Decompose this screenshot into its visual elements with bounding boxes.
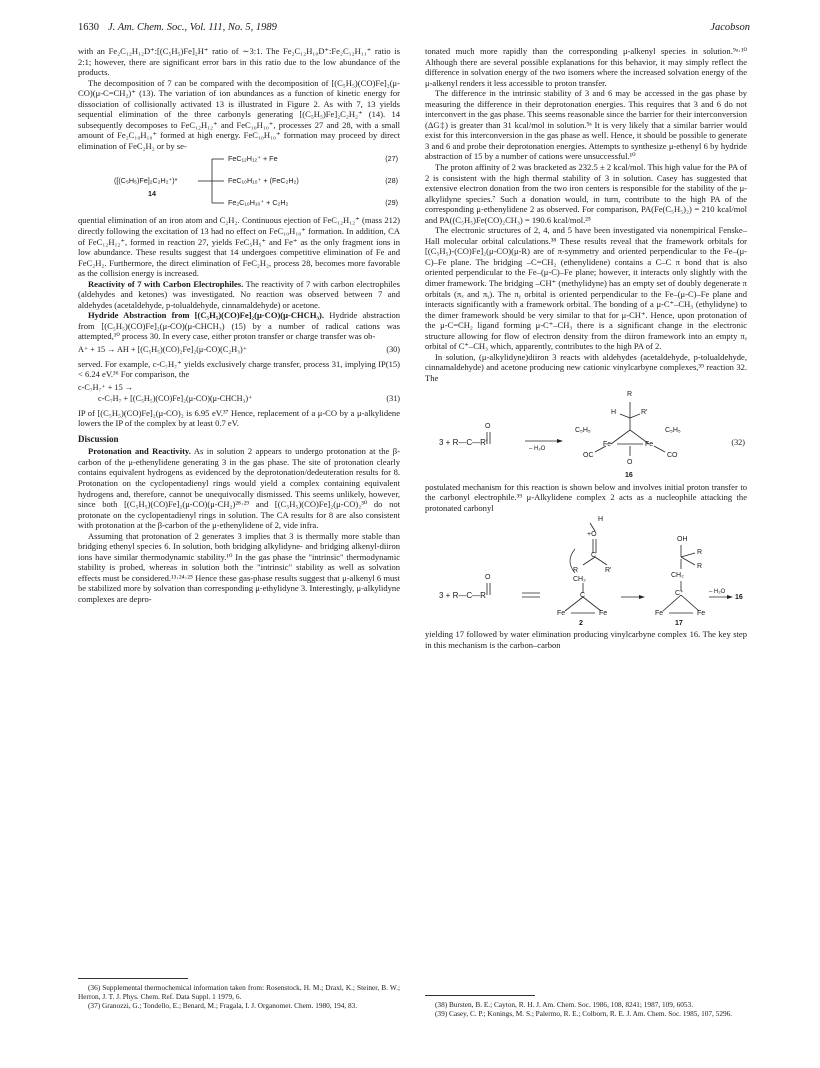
paragraph: tonated much more rapidly than the corresponding μ-alkenyl species in solution.⁹ᵃ·¹⁰ Although there are several possible explanations for this behavior, it may simply reflect the difference in solvation energy of the two isomers where the increased solvation energy of the μ-alkenyl renders it less accessible to proton transfer. [425, 46, 747, 88]
left-column [78, 46, 400, 605]
eq-number-27: (27) [385, 154, 398, 164]
iron-left: Fe [557, 610, 566, 618]
substituent-r: R [627, 390, 633, 398]
scheme-compound-label: 14 [148, 189, 156, 199]
carbonyl-oxygen: O [485, 422, 491, 430]
compound-label-2: 2 [579, 620, 583, 628]
bridging-oxygen: O [627, 458, 633, 466]
equation-31: c-C₇H₇⁺ + 15 → c-C₇H₇ + [(C₅H₅)(CO)Fe]₂(μ-CO)(μ-CHCH₃)⁺ (31) [78, 382, 400, 403]
bridging-carbon: C [580, 592, 586, 600]
paragraph: Assuming that protonation of 2 generates 3 implies that 3 is thermally more stable than bridging ethenyl species 6. In solution, both bridging alkylidyne- and bridging alkenyl-diiron ions have similar thermodynamic stability.¹⁰ In the gas phase the "intrinsic" thermodynamic stability is probed, whereas in solution both the "intrinsic" stability as well as solvation effects must be considered.¹³·²⁴·²⁵ Hence these gas-phase results suggest that μ-alkenyl 6 must be stabilized more by solvation than corresponding μ-ethylidyne 3. Interestingly, μ-alkylidyne complexes are depro- [78, 530, 400, 604]
carbonyl-carbon: C [591, 552, 597, 560]
methylene-ch2-b: CH₂ [671, 572, 684, 580]
scheme-product-29: Fe₂C₁₀H₁₀⁺ + C₂H₂ [228, 198, 289, 208]
paragraph: The decomposition of 7 can be compared with the decomposition of [(C₅H₅)(CO)Fe]₂(μ-CO)(μ-C=CH₂)⁺ (13). The variation of ion abundances as a function of kinetic energy for dissociation of collisionally activated 13 is illustrated in Figure 2. As with 7, 13 yields sequential elimination of the three carbonyls generating [(C₅H₅)Fe]₂C₂H₂⁺ (14). 14 subsequently decomposes to FeC₁₂H₁₂⁺ and FeC₁₀H₁₀⁺, processes 27 and 28, with a small amount of Fe₂C₁₀H₁₀⁺ formed at high energy. FeC₁₀H₁₀⁺ formation may proceed by direct elimination of FeC₂H₂ or by se- [78, 77, 400, 151]
paragraph: The proton affinity of 2 was bracketed as 232.5 ± 2 kcal/mol. This high value for the PA of 2 is consistent with the high thermal stability of 3 in solution. Casey has suggested that extensive electron donation from the two iron centers is responsible for the stability of the μ-alkylidyne species.⁷ Such a donation would, in turn, contribute to the high PA of the corresponding μ-ethenylidene 2 as observed. For comparison, PA(Fe(C₅H₅)₂) = 210 kcal/mol and PA((C₅H₅)Fe(CO)₂CH₃) = 190.6 kcal/mol.²⁵ [425, 162, 747, 225]
eq-number-32: (32) [731, 437, 745, 447]
substituent-r1: R [697, 549, 703, 557]
iron-right: Fe [599, 610, 608, 618]
substituent-r-prime: R′ [641, 408, 648, 416]
iron-right-17: Fe [697, 610, 706, 618]
cp-ring-left: C₅H₅ [575, 426, 591, 434]
scheme-reactant: ([(C₅H₅)Fe]₂C₂H₂⁺)* [114, 176, 178, 186]
substituent-r: R [573, 567, 579, 575]
hydroxyl: OH [677, 536, 688, 544]
footnote-38: (38) Bursten, B. E.; Cayton, R. H. J. Am. Chem. Soc. 1986, 108, 8241; 1987, 109, 6053. [435, 1000, 694, 1009]
substituent-h: H [611, 408, 617, 416]
footnote-rule [78, 978, 188, 979]
cp-ring-right: C₅H₅ [665, 426, 681, 434]
footnotes-right [425, 1000, 747, 1018]
section-subheading: Reactivity of 7 with Carbon Electrophiles. [88, 278, 244, 289]
scheme-product-28: FeC₁₀H₁₀⁺ + (FeC₂H₂) [228, 176, 299, 186]
eq-number-28: (28) [385, 176, 398, 186]
carbonyl-right: CO [667, 451, 678, 459]
carbonyl-oxygen: O [485, 574, 491, 582]
running-header [78, 22, 750, 36]
arrow-label: – H₂O [529, 445, 546, 452]
right-column [425, 46, 747, 650]
carbocation: C⁺ [675, 590, 684, 598]
carbonyl-left: OC [583, 451, 594, 459]
arrow-label: – H₂O [709, 589, 726, 596]
paragraph: Protonation and Reactivity. As in solution 2 appears to undergo protonation at the β-carbon of the μ-ethenylidene generating 3 in the gas phase. The site of protonation clearly contains equivalent hydrogens as evidenced by the deprotonation/dedeuteration results for 8. Protonation on the cyclopentadienyl rings would yield a complex containing equivalent hydrogens and, therefore, cannot be unequivocally dismissed. This seems unlikely, however, since both [(C₅H₅)(CO)Fe]₂(μ-CO)(μ-CH₂)²⁸·²⁹ and [(C₅H₅)(CO)Fe]₂(μ-CO)₂³⁰ do not protonate on the cyclopentadienyl rings in solution. The CA results for 8 are also consistent with protonation at the β-carbon of the μ-ethenylidene of 2, vide infra. [78, 446, 400, 531]
footnote-rule [425, 995, 535, 996]
protonated-oxygen: +O [587, 531, 597, 539]
paragraph: In solution, (μ-alkylidyne)diiron 3 reacts with aldehydes (acetaldehyde, p-tolualdehyde, cinnamaldehyde) and acetone producing new cationic vinylcarbyne complexes,³⁹ reaction 32. The [425, 351, 747, 383]
running-author: Jacobson [710, 22, 750, 33]
iron-left-17: Fe [655, 610, 664, 618]
product-label-16: 16 [735, 594, 743, 602]
eq-number-31: (31) [386, 393, 400, 403]
footnotes-left [78, 983, 400, 1010]
paragraph: Reactivity of 7 with Carbon Electrophiles. The reactivity of 7 with carbon electrophiles (aldehydes and ketones) was investigated. No reaction was observed between 7 and aldehydes (acetaldehyde, p-tolualdehyde, cinnamaldehyde) or acetone. [78, 278, 400, 310]
scheme-product-27: FeC₁₂H₁₂⁺ + Fe [228, 154, 278, 164]
paragraph: served. For example, c-C₇H₇⁺ yields exclusively charge transfer, process 31, implying IP(15) < 6.24 eV.³⁶ For comparison, the [78, 358, 400, 380]
reaction-scheme-27-29 [78, 151, 400, 215]
section-subheading: Protonation and Reactivity. [88, 446, 191, 457]
footnote-37: (37) Granozzi, G.; Tondello, E.; Benard, M.; Fragala, I. J. Organomet. Chem. 1980, 194, 83. [88, 1001, 358, 1010]
paragraph: The electronic structures of 2, 4, and 5 have been investigated via nonempirical Fenske–Hall molecular orbital calculations.³⁸ These results reveal that the framework orbitals for [(C₅H₅)-(CO)Fe]₂(μ-CO)(μ-R) are of π-symmetry and oriented perpendicular to the Fe–(μ-C)–Fe plane. The bridging –C=CH₂ (ethenylidene) contains a C–C π bond that is also oriented perpendicular to the Fe–(μ-C)–Fe plane; however, it interacts only slightly with the dimer framework. The bridging –CH⁺ (methylidyne) has an empty set of doubly degenerate π orbitals (πₓ and πᵧ). The πᵧ orbital is oriented perpendicular to the Fe–(μ-C)–Fe plane and interacts significantly with a framework orbital. The bonding of a μ-C⁺–CH₃ (ethylidyne) to the dimer framework should be very similar to that for μ-CH⁺. Hence, upon protonation of the μ-C=CH₂ ligand forming μ-C⁺–CH₃ there is a significant change in the electronic structure allowing for flow of electron density from the diiron framework into an empty πᵧ orbital of C⁺–CH₃ which, apparently, contributes to the high PA of 2. [425, 225, 747, 352]
compound-label-16: 16 [625, 471, 633, 479]
reaction-scheme-32 [425, 384, 747, 482]
paragraph: postulated mechanism for this reaction is shown below and involves initial proton transfer to the carbonyl electrophile.³⁹ μ-Alkylidene complex 2 acts as a nucleophile attacking the protonated carbonyl [425, 481, 747, 513]
journal-citation: J. Am. Chem. Soc., Vol. 111, No. 5, 1989 [108, 22, 277, 33]
paragraph: IP of [(C₅H₅)(CO)Fe]₂(μ-CO)₂ is 6.95 eV.³⁷ Hence, replacement of a μ-CO by a μ-alkylidene lowers the IP of the complex by at least 0.7 eV. [78, 407, 400, 429]
mechanism-reactants: 3 + R—C—R [439, 591, 486, 601]
proton-h: H [598, 516, 604, 524]
eq-number-29: (29) [385, 198, 398, 208]
paragraph: yielding 17 followed by water elimination producing vinylcarbyne complex 16. The key step in this mechanism is the carbon–carbon [425, 629, 747, 650]
section-subheading: Hydride Abstraction from [(C₅H₅)(CO)Fe]₂(μ-CO)(μ-CHCH₃). [88, 310, 325, 321]
paragraph: Hydride Abstraction from [(C₅H₅)(CO)Fe]₂(μ-CO)(μ-CHCH₃). Hydride abstraction from [(C₅H₅)(CO)Fe]₂(μ-CO)(μ-CHCH₃) (15) by a number of radical cations was attempted,¹⁰ process 30. In every case, either proton transfer or charge transfer was ob- [78, 310, 400, 342]
section-heading-discussion: Discussion [78, 433, 119, 444]
iron-left: Fe [603, 440, 612, 448]
footnote-36: (36) Supplemental thermochemical information taken from: Rosenstock, H. M.; Draxl, K.; Steiner, B. W.; Herron, J. T. J. Phys. Chem. Ref. Data Suppl. 1 1979, 6. [78, 983, 400, 1001]
footnote-39: (39) Casey, C. P.; Konings, M. S.; Palermo, R. E.; Colborn, R. E. J. Am. Chem. Soc. 1985, 107, 5296. [435, 1009, 733, 1018]
iron-right: Fe [645, 440, 654, 448]
reactants: 3 + R—C—R′ [439, 437, 488, 447]
page-number: 1630 [78, 22, 99, 33]
substituent-r-prime: R′ [605, 567, 612, 575]
paragraph: The difference in the intrinsic stability of 3 and 6 may be accessed in the gas phase by measuring the difference in their deprotonation energies. This requires that 3 and 6 do not interconvert in the gas phase. This seems reasonable since the barrier for their interconversion (ΔG‡) is greater than 31 kcal/mol in solution.⁹ᵃ It is very likely that a similar barrier would exist for this interconversion in the gas phase as well. Hence, it should be possible to generate 3 and 6 and probe their deprotonation energies. Attempts to synthesize μ-ethenyl 6 by hydride abstraction of 15 by a number of cations were unsuccessful.¹⁰ [425, 88, 747, 162]
methylene-ch2: CH₂ [573, 576, 586, 584]
compound-label-17: 17 [675, 620, 683, 628]
equation-30: A⁺ + 15 → AH + [(C₅H₅)(CO)₂Fe]₂(μ-CO)(C₂H₃)⁺ (30) [78, 345, 400, 355]
substituent-r2: R [697, 563, 703, 571]
paragraph: with an Fe₂C₁₂H₁₂D⁺:[(C₅H₅)Fe]₂H⁺ ratio of ∼3:1. The Fe₂C₁₂H₁₀D⁺:Fe₂C₁₂H₁₁⁺ ratio is 2:1; however, there are significant error bars in this ratio due to the low abundance of the products. [78, 46, 400, 78]
paragraph: quential elimination of an iron atom and C₂H₂. Continuous ejection of FeC₁₂H₁₂⁺ (mass 212) directly following the excitation of 13 had no effect on FeC₁₀H₁₀⁺ formation. In addition, CA of FeC₁₂H₁₂⁺, formed in reaction 27, yields FeC₅H₅⁺ and Fe⁺ as the only fragment ions in low abundance. These results suggest that 14 undergoes competitive elimination of Fe and FeC₂H₂. Furthermore, the direct elimination of FeC₂H₂, process 28, becomes more favorable as the collision energy is increased. [78, 215, 400, 279]
eq-number-30: (30) [386, 345, 400, 355]
mechanism-scheme [425, 513, 747, 629]
